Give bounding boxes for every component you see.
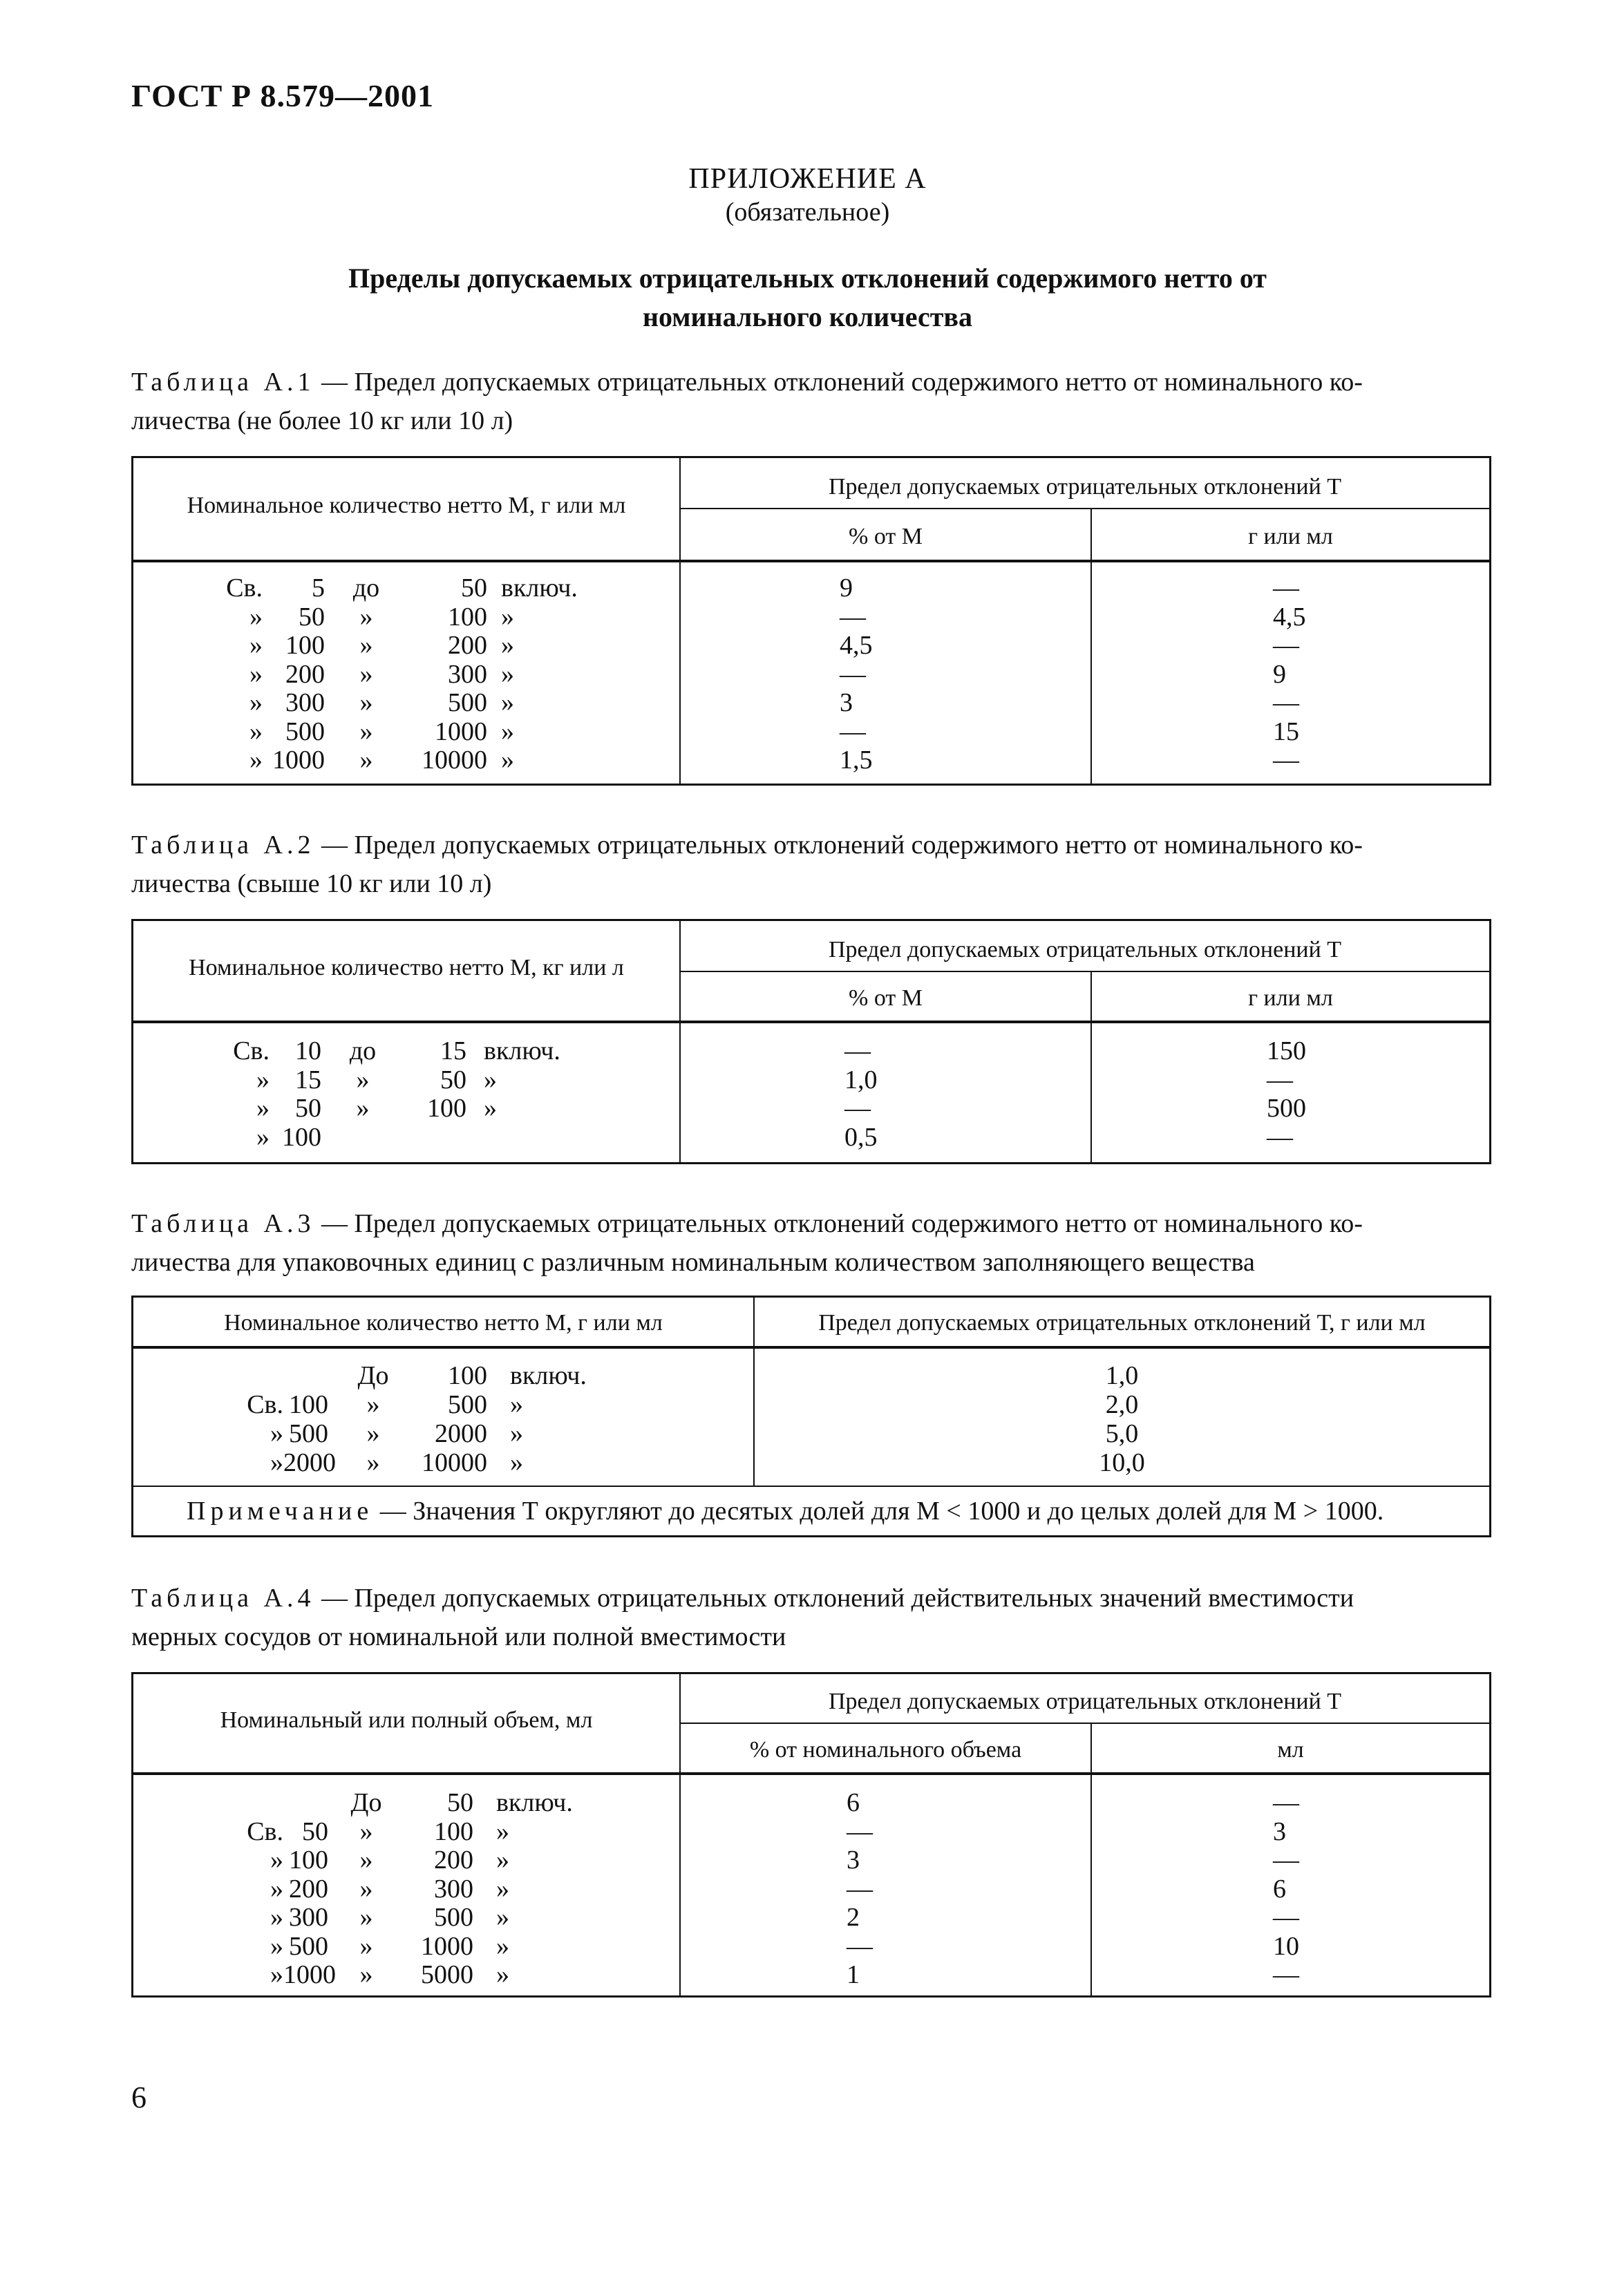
table2-row-w: » bbox=[356, 1065, 370, 1094]
table1-col-percent: % от М bbox=[849, 524, 923, 549]
table1-row-s: » bbox=[501, 603, 514, 632]
table3-row-p: Св. bbox=[247, 1390, 283, 1419]
table4-row-percent: — bbox=[847, 1817, 873, 1846]
table1-row-w: » bbox=[359, 688, 373, 717]
table1-row-s: » bbox=[501, 688, 514, 717]
table4-row-percent: — bbox=[847, 1932, 873, 1961]
table4-row-abs: — bbox=[1273, 1846, 1299, 1875]
table1-row-w: до bbox=[352, 573, 380, 603]
table3-row-a: 100 bbox=[289, 1390, 328, 1419]
table3-row-w: » bbox=[366, 1390, 380, 1419]
appendix-heading-line1: Пределы допускаемых отрицательных отклонений содержимого нетто от bbox=[348, 263, 1267, 294]
table1-row-a: 100 bbox=[285, 631, 325, 660]
table3-row-value: 5,0 bbox=[1105, 1419, 1139, 1448]
table1-row-b: 500 bbox=[448, 688, 487, 717]
table3-note-text: — Значения Т округляют до десятых долей для М < 1000 и до целых долей для М > 1000. bbox=[373, 1497, 1384, 1526]
table1-row-abs: — bbox=[1273, 573, 1299, 603]
table2-row-b: 50 bbox=[440, 1065, 466, 1094]
table4-row-percent: 3 bbox=[847, 1846, 860, 1875]
table4-row-percent: 1 bbox=[847, 1960, 860, 1989]
table2-row-s: » bbox=[484, 1065, 497, 1094]
table2-row-percent: — bbox=[844, 1094, 871, 1123]
table2-row-p: » bbox=[256, 1123, 270, 1152]
table2-row-b: 15 bbox=[440, 1036, 466, 1065]
table1-row-w: » bbox=[359, 631, 373, 660]
table3-row-w: До bbox=[357, 1361, 389, 1390]
table1-row-p: Св. bbox=[226, 573, 263, 603]
table1-row-a: 500 bbox=[285, 717, 325, 746]
table3-row-value: 2,0 bbox=[1105, 1390, 1139, 1419]
table4-col-percent: % от номинального объема bbox=[749, 1737, 1022, 1763]
table4-row-p: » bbox=[270, 1846, 283, 1875]
table3-row-s: » bbox=[510, 1390, 523, 1419]
table1-row-w: » bbox=[359, 717, 373, 746]
table1-row-percent: — bbox=[840, 603, 866, 632]
table2-row-p: » bbox=[256, 1065, 270, 1094]
table3-row-w: » bbox=[366, 1448, 380, 1477]
table2-label: Таблица А.2 bbox=[131, 831, 315, 860]
table3-row-b: 100 bbox=[448, 1361, 487, 1390]
table1-row-abs: — bbox=[1273, 631, 1299, 660]
table4-row-p: » bbox=[270, 1875, 283, 1904]
table1-row-b: 300 bbox=[448, 660, 487, 689]
table4-caption-text: — Предел допускаемых отрицательных отклонений действительных значений вместимости bbox=[314, 1584, 1354, 1613]
table4-row-s: » bbox=[496, 1817, 509, 1846]
table2-row-p: » bbox=[256, 1094, 270, 1123]
table3-label: Таблица А.3 bbox=[131, 1209, 315, 1238]
table2-row-p: Св. bbox=[233, 1036, 270, 1065]
table4-row-b: 50 bbox=[447, 1788, 473, 1817]
table2-col-limit: Предел допускаемых отрицательных отклонений Т bbox=[828, 937, 1342, 962]
table3-row-b: 10000 bbox=[422, 1448, 487, 1477]
table3-caption-text: — Предел допускаемых отрицательных отклонений содержимого нетто от номинального ко- bbox=[314, 1209, 1363, 1238]
table1-row-b: 100 bbox=[448, 603, 487, 632]
table4-row-w: » bbox=[359, 1817, 373, 1846]
table1-row-s: » bbox=[501, 717, 514, 746]
table4-row-a: 200 bbox=[289, 1875, 328, 1904]
table4-row-w: До bbox=[350, 1788, 382, 1817]
table1-row-w: » bbox=[359, 746, 373, 775]
table2-caption-line2: личества (свыше 10 кг или 10 л) bbox=[131, 869, 492, 898]
table1-row-b: 1000 bbox=[435, 717, 487, 746]
table4-row-b: 200 bbox=[434, 1846, 473, 1875]
table4-row-p: » bbox=[270, 1960, 283, 1989]
table4-row-a: 1000 bbox=[283, 1960, 336, 1989]
table4-row-b: 5000 bbox=[421, 1960, 473, 1989]
table2-row-a: 100 bbox=[282, 1123, 321, 1152]
table4-row-w: » bbox=[359, 1932, 373, 1961]
table2-row-percent: 1,0 bbox=[844, 1065, 878, 1094]
table3-row-b: 500 bbox=[448, 1390, 487, 1419]
table1-row-p: » bbox=[249, 660, 263, 689]
table3-row-s: » bbox=[510, 1448, 523, 1477]
table4-row-a: 100 bbox=[289, 1846, 328, 1875]
table2-col-percent: % от М bbox=[849, 985, 923, 1011]
table4-row-w: » bbox=[359, 1846, 373, 1875]
page-number: 6 bbox=[131, 2080, 147, 2114]
table4-row-a: 500 bbox=[289, 1932, 328, 1961]
table1-col-limit: Предел допускаемых отрицательных отклонений Т bbox=[828, 474, 1342, 500]
appendix-title: ПРИЛОЖЕНИЕ А bbox=[688, 163, 927, 195]
table2-row-a: 15 bbox=[295, 1065, 321, 1094]
table4-label: Таблица А.4 bbox=[131, 1584, 315, 1613]
table1-row-percent: 9 bbox=[840, 573, 853, 603]
table4-col-nominal: Номинальный или полный объем, мл bbox=[220, 1707, 593, 1733]
table4-caption bbox=[131, 1579, 1486, 1656]
table4-row-p: Св. bbox=[247, 1817, 283, 1846]
table3-col-nominal: Номинальное количество нетто М, г или мл bbox=[224, 1310, 663, 1336]
table1-caption bbox=[131, 363, 1486, 440]
table1-row-p: » bbox=[249, 717, 263, 746]
table4-row-b: 1000 bbox=[421, 1932, 473, 1961]
table2-row-a: 50 bbox=[295, 1094, 321, 1123]
table4-row-abs: — bbox=[1273, 1788, 1299, 1817]
table4-row-b: 100 bbox=[434, 1817, 473, 1846]
table2-row-w: до bbox=[349, 1036, 377, 1065]
table2-row-a: 10 bbox=[295, 1036, 321, 1065]
table1-row-percent: 3 bbox=[840, 688, 853, 717]
table3-note-label: Примечание bbox=[187, 1497, 374, 1526]
table4-row-a: 300 bbox=[289, 1903, 328, 1932]
table2-row-abs: 150 bbox=[1267, 1036, 1306, 1065]
table1-row-a: 1000 bbox=[272, 746, 325, 775]
table2-row-s: » bbox=[484, 1094, 497, 1123]
table2-caption bbox=[131, 826, 1486, 903]
table3-row-p: » bbox=[270, 1419, 283, 1448]
table3-row-value: 1,0 bbox=[1105, 1361, 1139, 1390]
table4-row-abs: — bbox=[1273, 1903, 1299, 1932]
table1-row-a: 5 bbox=[312, 573, 325, 603]
table1-col-abs: г или мл bbox=[1248, 524, 1333, 549]
table2-row-s: включ. bbox=[484, 1036, 560, 1065]
table2-row-abs: 500 bbox=[1267, 1094, 1306, 1123]
table3-row-b: 2000 bbox=[435, 1419, 487, 1448]
table2-row-percent: — bbox=[844, 1036, 871, 1065]
table3-row-p: » bbox=[270, 1448, 283, 1477]
table1-row-s: » bbox=[501, 660, 514, 689]
table1-row-abs: — bbox=[1273, 688, 1299, 717]
table1-row-abs: 9 bbox=[1273, 660, 1286, 689]
table1-row-b: 10000 bbox=[422, 746, 487, 775]
table4-row-a: 50 bbox=[302, 1817, 328, 1846]
table4-caption-line2: мерных сосудов от номинальной или полной вместимости bbox=[131, 1622, 786, 1651]
table2-caption-text: — Предел допускаемых отрицательных отклонений содержимого нетто от номинального ко- bbox=[314, 831, 1363, 860]
table4-row-abs: 3 bbox=[1273, 1817, 1286, 1846]
table4-row-p: » bbox=[270, 1932, 283, 1961]
table1-row-w: » bbox=[359, 660, 373, 689]
table3-row-value: 10,0 bbox=[1099, 1448, 1145, 1477]
table1-row-a: 50 bbox=[299, 603, 325, 632]
table1-row-abs: — bbox=[1273, 746, 1299, 775]
table2-row-w: » bbox=[356, 1094, 370, 1123]
table1-row-p: » bbox=[249, 603, 263, 632]
table1-col-nominal: Номинальное количество нетто М, г или мл bbox=[187, 493, 626, 518]
table1-row-b: 50 bbox=[461, 573, 487, 603]
table2-row-percent: 0,5 bbox=[844, 1123, 878, 1152]
table4-row-b: 500 bbox=[434, 1903, 473, 1932]
table4-row-s: » bbox=[496, 1960, 509, 1989]
table1-row-a: 200 bbox=[285, 660, 325, 689]
table3-row-s: » bbox=[510, 1419, 523, 1448]
table4-row-percent: — bbox=[847, 1875, 873, 1904]
table1-row-s: включ. bbox=[501, 573, 578, 603]
table4-row-abs: 6 bbox=[1273, 1875, 1286, 1904]
table1-row-p: » bbox=[249, 746, 263, 775]
appendix-heading bbox=[0, 259, 1615, 336]
table3-row-a: 500 bbox=[289, 1419, 328, 1448]
table4-row-s: » bbox=[496, 1846, 509, 1875]
table1-row-s: » bbox=[501, 746, 514, 775]
table4-row-abs: — bbox=[1273, 1960, 1299, 1989]
table1-row-percent: — bbox=[840, 660, 866, 689]
table1-row-percent: 1,5 bbox=[840, 746, 873, 775]
table2-row-abs: — bbox=[1267, 1065, 1293, 1094]
table3-caption bbox=[131, 1204, 1486, 1282]
table1-row-abs: 4,5 bbox=[1273, 603, 1306, 632]
table4-row-w: » bbox=[359, 1903, 373, 1932]
appendix-subtitle: (обязательное) bbox=[725, 198, 890, 227]
table4-row-abs: 10 bbox=[1273, 1932, 1299, 1961]
table4-row-s: включ. bbox=[496, 1788, 573, 1817]
table4-col-abs: мл bbox=[1277, 1737, 1304, 1763]
table4-col-limit: Предел допускаемых отрицательных отклонений Т bbox=[828, 1689, 1342, 1714]
table1-row-abs: 15 bbox=[1273, 717, 1299, 746]
table1-caption-line2: личества (не более 10 кг или 10 л) bbox=[131, 406, 513, 435]
table4-row-w: » bbox=[359, 1875, 373, 1904]
table4-row-s: » bbox=[496, 1932, 509, 1961]
table4-row-s: » bbox=[496, 1903, 509, 1932]
table1-label: Таблица А.1 bbox=[131, 368, 315, 397]
table1-caption-text: — Предел допускаемых отрицательных отклонений содержимого нетто от номинального ко- bbox=[314, 368, 1363, 397]
table4-row-percent: 2 bbox=[847, 1903, 860, 1932]
table4-row-percent: 6 bbox=[847, 1788, 860, 1817]
table1-row-w: » bbox=[359, 603, 373, 632]
table1-row-p: » bbox=[249, 631, 263, 660]
table1-row-b: 200 bbox=[448, 631, 487, 660]
table1-row-s: » bbox=[501, 631, 514, 660]
table2-col-nominal: Номинальное количество нетто М, кг или л bbox=[189, 955, 624, 980]
table3-row-s: включ. bbox=[510, 1361, 587, 1390]
document-code: ГОСТ Р 8.579—2001 bbox=[131, 78, 434, 113]
table4-row-s: » bbox=[496, 1875, 509, 1904]
appendix-heading-line2: номинального количества bbox=[642, 301, 973, 332]
table2-row-b: 100 bbox=[427, 1094, 466, 1123]
table4-row-w: » bbox=[359, 1960, 373, 1989]
table1-row-percent: 4,5 bbox=[840, 631, 873, 660]
table4-row-b: 300 bbox=[434, 1875, 473, 1904]
table2-row-abs: — bbox=[1267, 1123, 1293, 1152]
table2-col-abs: г или мл bbox=[1248, 985, 1333, 1011]
table3-row-a: 2000 bbox=[283, 1448, 336, 1477]
table3-caption-line2: личества для упаковочных единиц с различным номинальным количеством заполняющего вещества bbox=[131, 1248, 1255, 1277]
table1-row-a: 300 bbox=[285, 688, 325, 717]
table1-row-p: » bbox=[249, 688, 263, 717]
table3-note bbox=[187, 1496, 1383, 1526]
table3-col-limit: Предел допускаемых отрицательных отклонений Т, г или мл bbox=[818, 1310, 1426, 1336]
table1-row-percent: — bbox=[840, 717, 866, 746]
table4-row-p: » bbox=[270, 1903, 283, 1932]
table3-row-w: » bbox=[366, 1419, 380, 1448]
